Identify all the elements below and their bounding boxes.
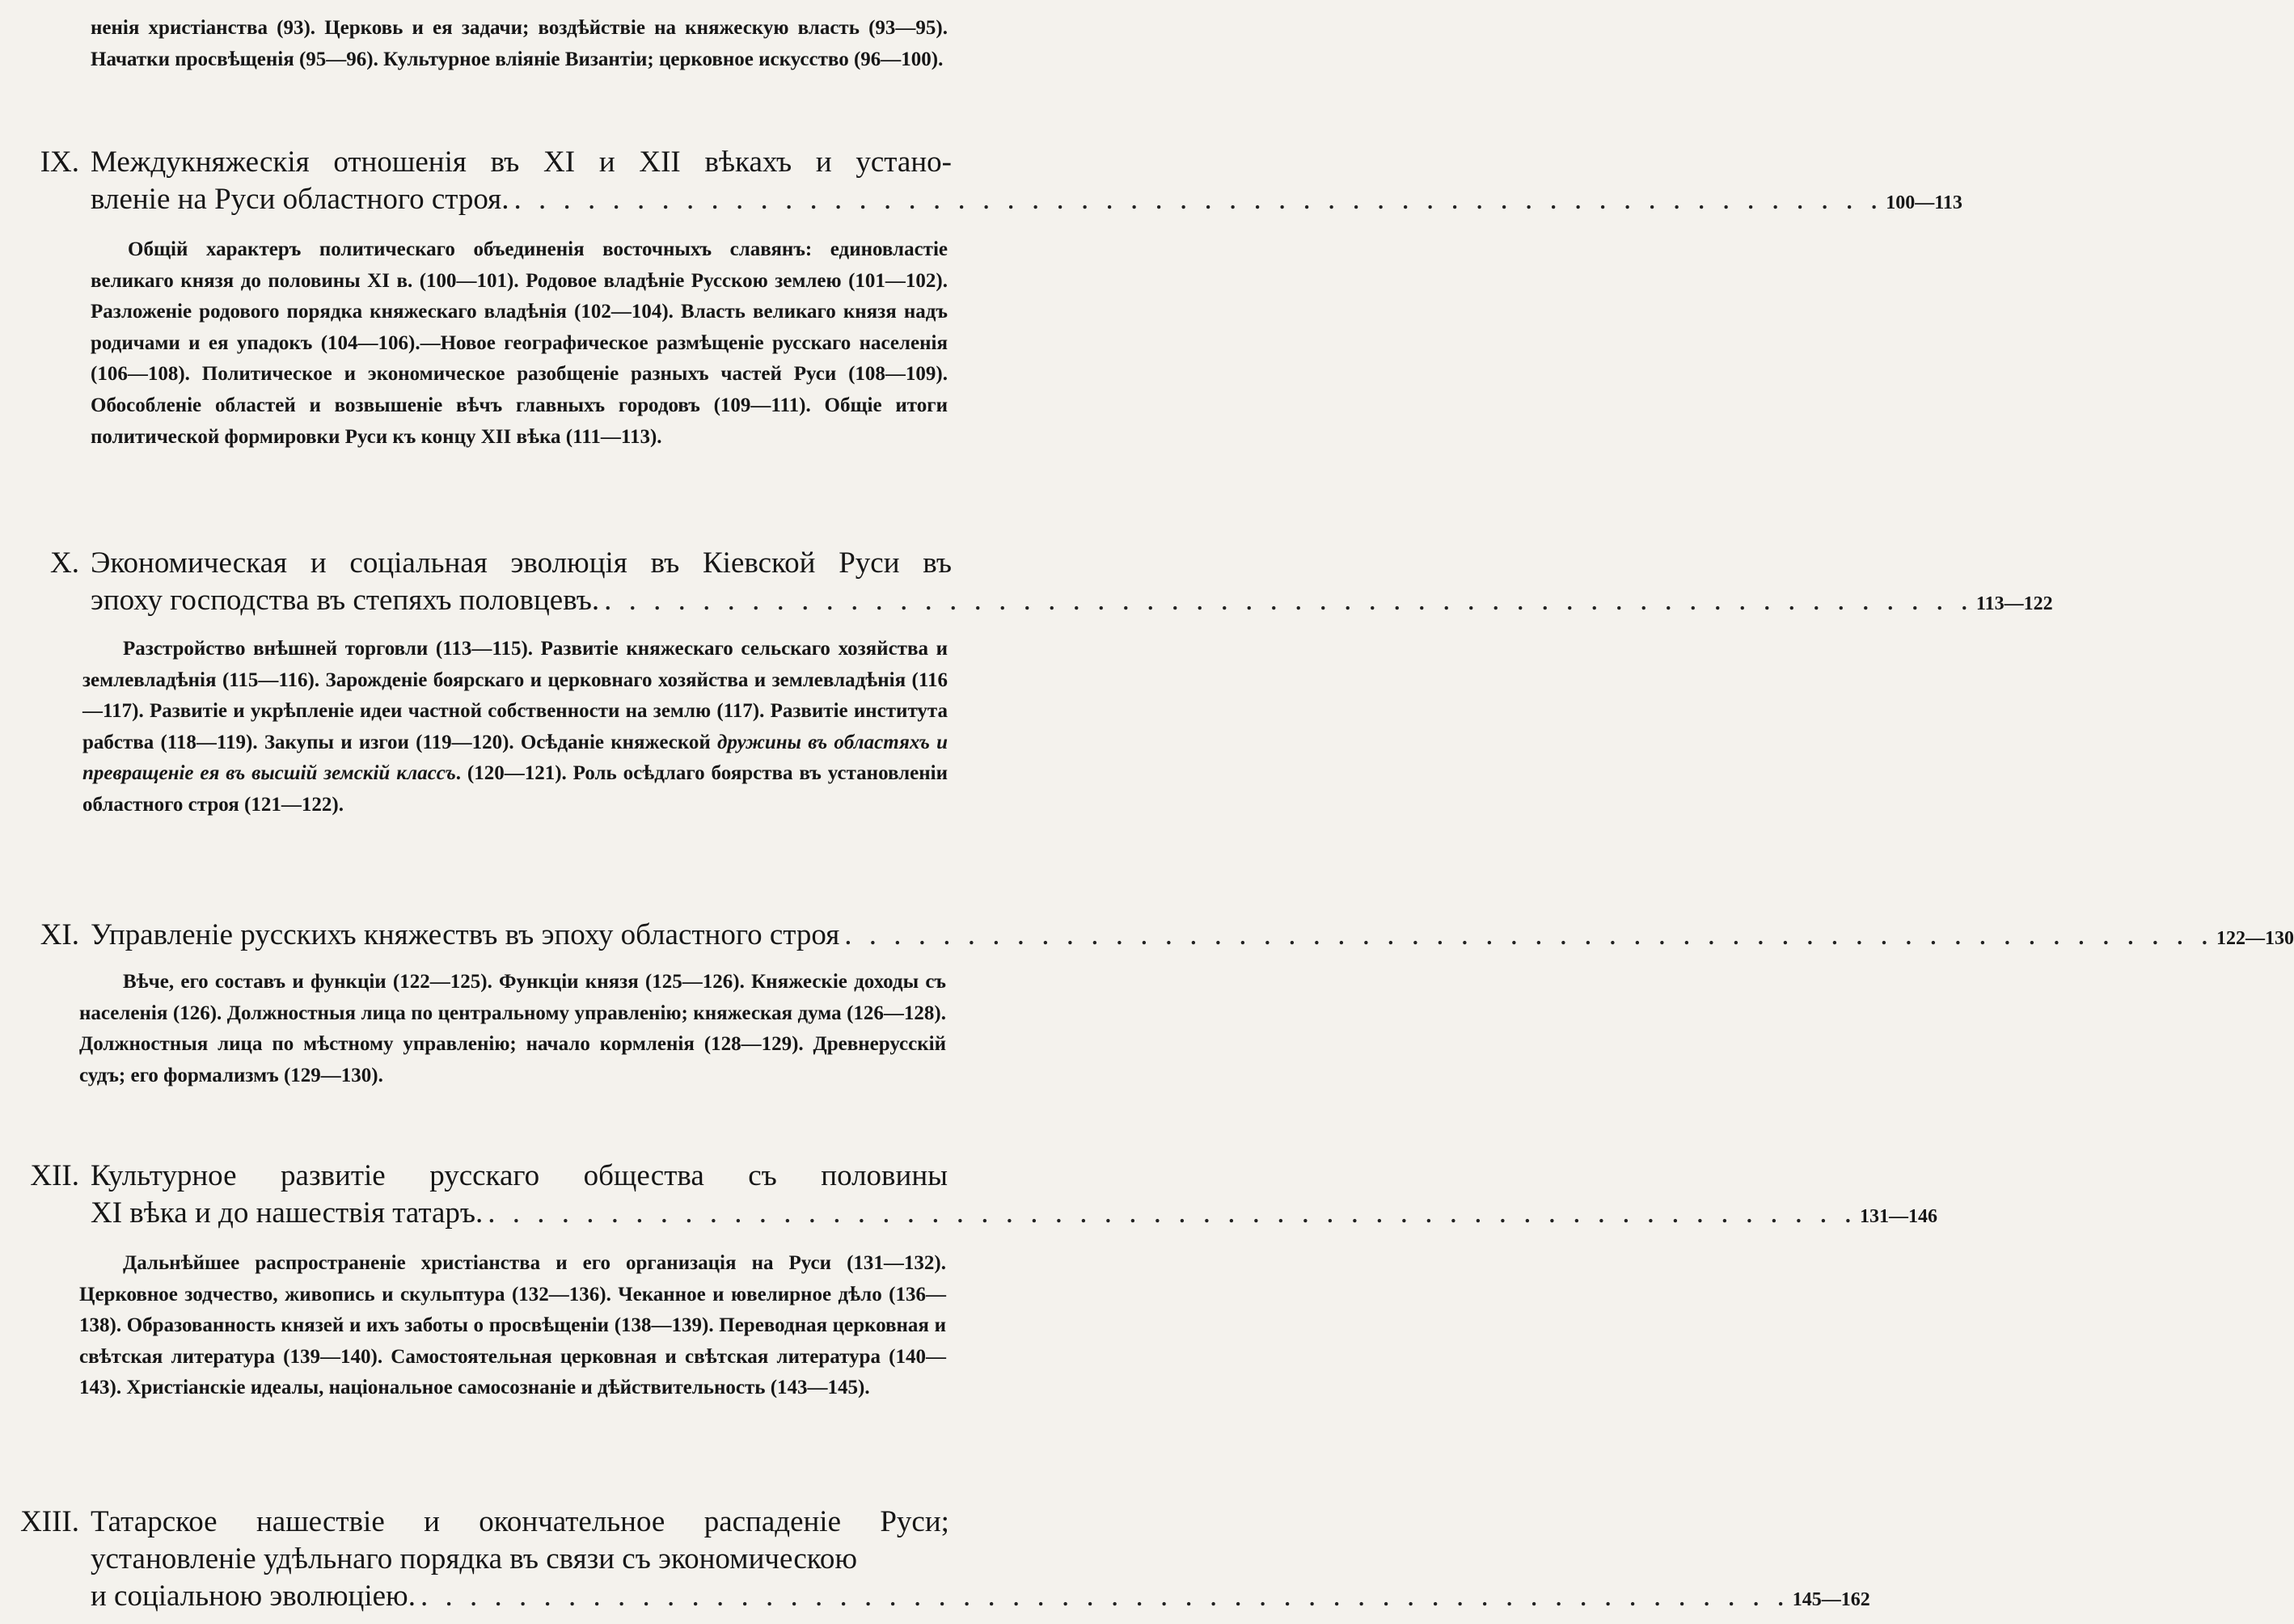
summary-text: Разстройство внѣшней торговли (113—115). Развитіе княжескаго сельскаго хозяйства и землевладѣнія (115—116). Зарожденіе боярскаго и церковнаго хозяйства и землевладѣнія (116—117). Развитіе и укрѣпленіе идеи частной собственности на землю (117). Развитіе института рабства (118—119). Закупы и изгои (119—120). Осѣданіе княжеской	[82, 638, 948, 753]
summary-text: Общій характеръ политическаго объединенія восточныхъ славянъ: единовластіе великаго князя до половины XI в. (100—101). Родовое владѣніе Русскою землею (101—102). Разложеніе родового порядка княжескаго владѣнія (102—104). Власть великаго князя надъ родичами и ея упадокъ (104—106).—Новое географическое размѣщеніе русскаго населенія (106—108). Политическое и экономическое разобщеніе разныхъ частей Руси (108—109). Обособленіе областей и возвышеніе вѣчъ главныхъ городовъ (109—111). Общіе итоги политической формировки Руси къ концу XII вѣка (111—113).	[91, 238, 948, 448]
summary-text: Вѣче, его составъ и функціи (122—125). Функціи князя (125—126). Княжескіе доходы съ населенія (126). Должностныя лица по центральному управленію; княжеская дума (126—128). Должностныя лица по мѣстному управленію; начало кормленія (128—129). Древнерусскій судъ; его формализмъ (129—130).	[79, 971, 946, 1086]
chapter-numeral: IX.	[40, 146, 79, 179]
chapter-numeral: XI.	[40, 918, 79, 951]
page-range: 100—113	[1886, 192, 1962, 213]
chapter-title-line-3: и соціальною эволюціею. . . . . . . . . . . . . . . . . . . . . . . . . . . . . . . . . . . . . . . . . . . . . . . . . . . . . . . . . 145—162	[91, 1578, 1072, 1618]
chapter-title-line-1: Экономическая и соціальная эволюція въ Кіевской Руси въ	[91, 546, 952, 580]
chapter-title-line-1: Управленіе русскихъ княжествъ въ эпоху областного строя . . . . . . . . . . . . . . . . . . . . . . . . . . . . . . . . . . . . . . . . . . . . . . . . . . . . . . . . 122—130	[91, 917, 1072, 957]
dot-leader: . . . . . . . . . . . . . . . . . . . . . . . . . . . . . . . . . . . . . . . . . . . . . . . . . . . . . . . .	[420, 1580, 1789, 1613]
chapter-title-line-1: Татарское нашествіе и окончательное распаденіе Руси;	[91, 1505, 949, 1538]
dot-leader: . . . . . . . . . . . . . . . . . . . . . . . . . . . . . . . . . . . . . . . . . . . . . . . . . . . . . . . .	[513, 183, 1883, 216]
page-range: 145—162	[1792, 1589, 1870, 1610]
chapter-title-line-2: установленіе удѣльнаго порядка въ связи съ экономическою	[91, 1542, 857, 1575]
chapter-title-line-2: вленіе на Руси областного строя. . . . . . . . . . . . . . . . . . . . . . . . . . . . . . . . . . . . . . . . . . . . . . . . . . . . . . . . . 100—113	[91, 181, 1072, 221]
chapter-numeral: X.	[50, 546, 79, 580]
chapter-xi-summary	[79, 967, 946, 1091]
chapter-xi-heading	[40, 917, 2294, 957]
chapter-ix-heading	[40, 144, 1962, 221]
dot-leader: . . . . . . . . . . . . . . . . . . . . . . . . . . . . . . . . . . . . . . . . . . . . . . . . . . . . . . . .	[604, 584, 1973, 617]
chapter-title-line-1: Культурное развитіе русскаго общества съ половины	[91, 1159, 948, 1192]
chapter-ix-summary	[91, 234, 948, 453]
chapter-xii-summary	[79, 1248, 946, 1404]
summary-text: Дальнѣйшее распространеніе христіанства и его организація на Руси (131—132). Церковное зодчество, живопись и скульптура (132—136). Чеканное и ювелирное дѣло (136—138). Образованность князей и ихъ заботы о просвѣщеніи (138—139). Переводная церковная и свѣтская литература (139—140). Самостоятельная церковная и свѣтская литература (140—143). Христіанскіе идеалы, національное самосознаніе и дѣйствительность (143—145).	[79, 1252, 946, 1399]
page-range: 113—122	[1975, 593, 2053, 614]
page-range: 131—146	[1860, 1206, 1937, 1227]
chapter-title-line-2: эпоху господства въ степяхъ половцевъ. . . . . . . . . . . . . . . . . . . . . . . . . . . . . . . . . . . . . . . . . . . . . . . . . . . . . . . . . 113—122	[91, 582, 1072, 622]
summary-text: ненія христіанства (93). Церковь и ея задачи; воздѣйствіе на княжескую власть (93—95). Начатки просвѣщенія (95—96). Культурное вліяніе Византіи; церковное искусство (96—100).	[91, 17, 948, 70]
chapter-numeral: XII.	[30, 1159, 79, 1192]
chapter-viii-summary-continuation	[91, 13, 948, 75]
dot-leader: . . . . . . . . . . . . . . . . . . . . . . . . . . . . . . . . . . . . . . . . . . . . . . . . . . . . . . . .	[844, 918, 2213, 951]
chapter-x-summary	[82, 634, 948, 821]
summary-text-italic: дружины въ областяхъ и превращеніе ея въ высшій земскій классъ	[82, 731, 948, 785]
chapter-numeral: XIII.	[20, 1505, 79, 1538]
chapter-xii-heading	[30, 1158, 1937, 1235]
chapter-x-heading	[50, 545, 2053, 622]
dot-leader: . . . . . . . . . . . . . . . . . . . . . . . . . . . . . . . . . . . . . . . . . . . . . . . . . . . . . . . .	[488, 1196, 1857, 1230]
chapter-title-line-1: Междукняжескія отношенія въ XI и XII вѣкахъ и устано-	[91, 146, 952, 179]
chapter-xiii-heading	[20, 1504, 1870, 1618]
page-range: 122—130	[2216, 928, 2294, 949]
summary-text: . (120—121). Роль осѣдлаго боярства въ установленіи областного строя (121—122).	[82, 762, 948, 816]
chapter-title-line-2: XI вѣка и до нашествія татаръ. . . . . . . . . . . . . . . . . . . . . . . . . . . . . . . . . . . . . . . . . . . . . . . . . . . . . . . . . 131—146	[91, 1195, 1072, 1235]
